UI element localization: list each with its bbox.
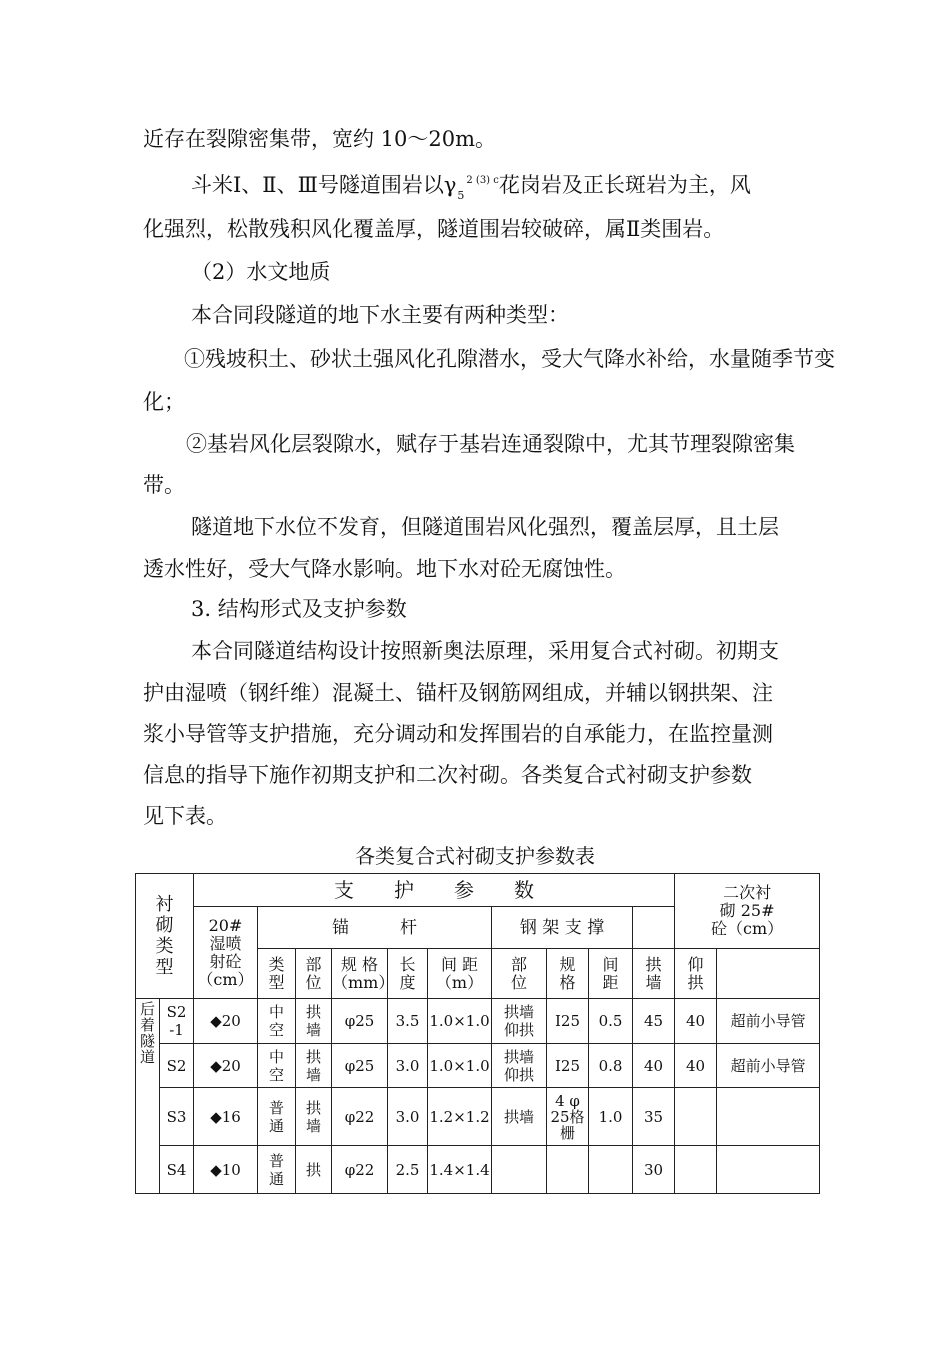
lining-type-cell: S3 [160,1088,194,1146]
paragraph-line: ②基岩风化层裂隙水，赋存于基岩连通裂隙中，尤其节理裂隙密集 [186,432,795,456]
anchor-spec-cell: φ22 [332,1146,388,1194]
paragraph-line: 护由湿喷（钢纤维）混凝土、锚杆及钢筋网组成，并辅以钢拱架、注 [143,681,773,705]
anchor-position-cell: 拱 墙 [296,999,332,1044]
auxiliary-cell [717,1146,820,1194]
lining-type-cell: S4 [160,1146,194,1194]
anchor-position-cell: 拱 墙 [296,1088,332,1146]
anchor-type-cell: 中 空 [258,999,296,1044]
anchor-length-cell: 3.0 [388,1044,428,1088]
auxiliary-cell: 超前小导管 [717,1044,820,1088]
anchor-bolt-header: 锚 杆 [258,907,492,949]
anchor-type-cell: 普 通 [258,1146,296,1194]
invert-cell [675,1088,717,1146]
paragraph-line: 化强烈，松散残积风化覆盖厚，隧道围岩较破碎，属Ⅱ类围岩。 [143,217,725,241]
anchor-spacing-header: 间 距 （m） [428,949,492,999]
frame-spacing-cell [589,1146,633,1194]
anchor-spacing-cell: 1.0×1.0 [428,999,492,1044]
anchor-type-cell: 中 空 [258,1044,296,1088]
shotcrete-cell: ◆20 [194,1044,258,1088]
table-row [136,999,820,1044]
paragraph-text: 斗米Ⅰ、Ⅱ、Ⅲ号隧道围岩以γ [191,173,457,197]
frame-spec-cell: I25 [547,999,589,1044]
anchor-position-cell: 拱 [296,1146,332,1194]
anchor-length-header: 长 度 [388,949,428,999]
anchor-position-header: 部 位 [296,949,332,999]
anchor-length-cell: 2.5 [388,1146,428,1194]
anchor-type-header: 类 型 [258,949,296,999]
anchor-spec-cell: φ25 [332,1044,388,1088]
invert-cell [675,1146,717,1194]
section-heading: 3. 结构形式及支护参数 [191,597,407,621]
support-parameters-table [135,873,820,1194]
anchor-spec-cell: φ25 [332,999,388,1044]
arch-wall-cell: 35 [633,1088,675,1146]
frame-position-header: 部 位 [492,949,547,999]
shotcrete-cell: ◆10 [194,1146,258,1194]
paragraph-line: 带。 [143,473,185,497]
frame-spec-cell [547,1146,589,1194]
paragraph-line: 透水性好，受大气降水影响。地下水对砼无腐蚀性。 [143,557,626,581]
paragraph-line: 本合同段隧道的地下水主要有两种类型： [191,303,569,327]
paragraph-text: 花岗岩及正长斑岩为主，风 [498,173,751,197]
frame-spacing-cell: 0.8 [589,1044,633,1088]
paragraph-line: ①残坡积土、砂状土强风化孔隙潜水，受大气降水补给，水量随季节变 [184,347,835,371]
lining-type-cell: S2 [160,1044,194,1088]
frame-spacing-cell: 1.0 [589,1088,633,1146]
frame-spec-cell: 4 φ 25格 栅 [547,1088,589,1146]
anchor-type-cell: 普 通 [258,1088,296,1146]
paragraph-line [191,170,751,205]
paragraph-line: 浆小导管等支护措施，充分调动和发挥围岩的自承能力，在监控量测 [143,722,773,746]
frame-position-cell: 拱墙 [492,1088,547,1146]
paragraph-line: 本合同隧道结构设计按照新奥法原理，采用复合式衬砌。初期支 [191,639,779,663]
table-row [136,1044,820,1088]
shotcrete-header: 20# 湿喷 射砼 （cm） [194,907,258,999]
paragraph-line: 化； [143,390,185,414]
table-row [136,1088,820,1146]
table-row [136,1146,820,1194]
frame-position-cell: 拱墙 仰拱 [492,1044,547,1088]
lining-type-cell: S2 -1 [160,999,194,1044]
table-title: 各类复合式衬砌支护参数表 [355,844,595,868]
anchor-spacing-cell: 1.2×1.2 [428,1088,492,1146]
arch-wall-cell: 40 [633,1044,675,1088]
paragraph-line: 近存在裂隙密集带，宽约 10～20m。 [143,127,497,151]
anchor-spec-cell: φ22 [332,1088,388,1146]
arch-wall-cell: 45 [633,999,675,1044]
auxiliary-cell [717,1088,820,1146]
invert-cell: 40 [675,999,717,1044]
frame-spec-header: 规 格 [547,949,589,999]
anchor-position-cell: 拱 墙 [296,1044,332,1088]
lining-type-header: 衬 砌 类 型 [136,874,194,999]
frame-spacing-header: 间 距 [589,949,633,999]
rock-subscript: 5 [457,189,465,202]
anchor-spacing-cell: 1.0×1.0 [428,1044,492,1088]
shotcrete-cell: ◆20 [194,999,258,1044]
anchor-spec-header: 规 格 （mm） [332,949,388,999]
invert-header: 仰 拱 [675,949,717,999]
invert-cell: 40 [675,1044,717,1088]
rock-superscript: 2 (3) c [466,175,499,186]
frame-spec-cell: I25 [547,1044,589,1088]
paragraph-line: 信息的指导下施作初期支护和二次衬砌。各类复合式衬砌支护参数 [143,763,752,787]
support-parameters-header: 支 护 参 数 [194,874,675,907]
section-heading: （2）水文地质 [191,260,331,284]
arch-wall-cell: 30 [633,1146,675,1194]
frame-spacing-cell: 0.5 [589,999,633,1044]
frame-position-cell: 拱墙 仰拱 [492,999,547,1044]
secondary-lining-header: 二次衬 砌 25# 砼（cm） [675,874,820,949]
shotcrete-cell: ◆16 [194,1088,258,1146]
steel-frame-header: 钢 架 支 撑 [492,907,633,949]
paragraph-line: 隧道地下水位不发育，但隧道围岩风化强烈，覆盖层厚，且土层 [191,515,779,539]
arch-wall-header: 拱 墙 [633,949,675,999]
group-label-cell: 后 着 隧 道 [136,999,160,1194]
anchor-spacing-cell: 1.4×1.4 [428,1146,492,1194]
anchor-length-cell: 3.5 [388,999,428,1044]
auxiliary-cell: 超前小导管 [717,999,820,1044]
frame-position-cell [492,1146,547,1194]
paragraph-line: 见下表。 [143,804,227,828]
anchor-length-cell: 3.0 [388,1088,428,1146]
